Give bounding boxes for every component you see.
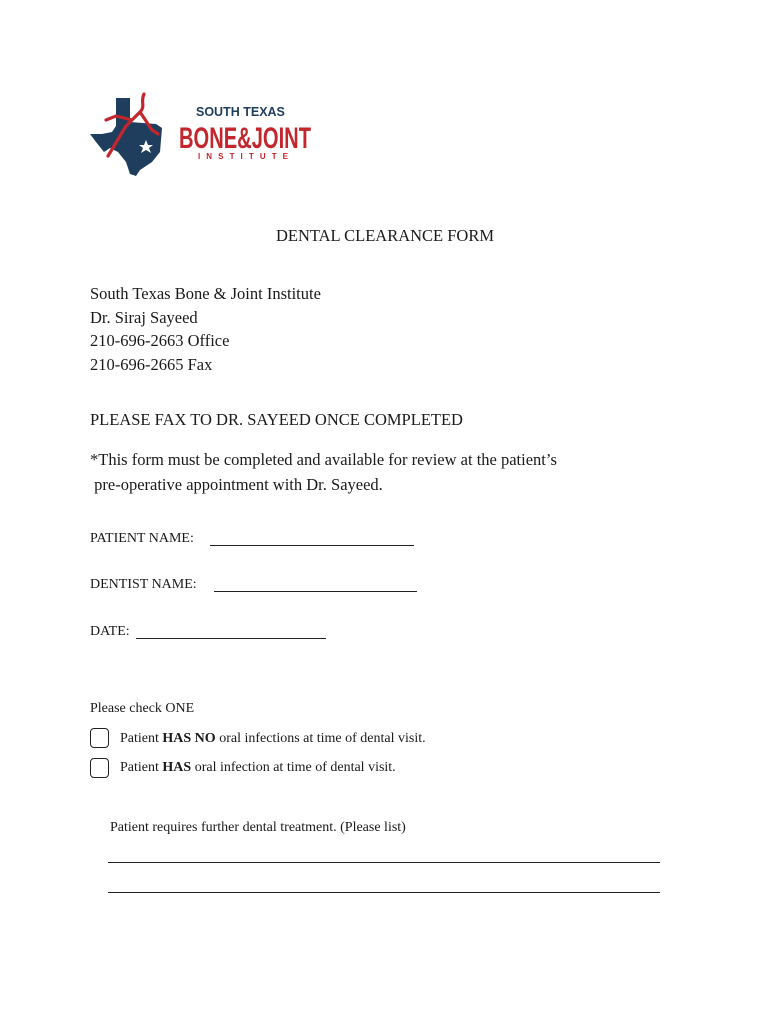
contact-office-phone: 210-696-2663 Office bbox=[90, 331, 230, 350]
dentist-name-field[interactable] bbox=[214, 591, 417, 592]
treatment-line-1[interactable] bbox=[108, 862, 660, 863]
dentist-name-label: DENTIST NAME: bbox=[90, 577, 197, 592]
option-no-infection-suffix: oral infections at time of dental visit. bbox=[215, 731, 426, 746]
logo-line-south-texas: SOUTH TEXAS bbox=[196, 105, 285, 119]
contact-fax-number: 210-696-2665 Fax bbox=[90, 354, 213, 374]
patient-name-label: PATIENT NAME: bbox=[90, 531, 194, 546]
form-title: DENTAL CLEARANCE FORM bbox=[275, 226, 495, 245]
no-infection-checkbox[interactable] bbox=[90, 728, 109, 748]
has-infection-checkbox[interactable] bbox=[90, 758, 109, 778]
treatment-line-2[interactable] bbox=[108, 892, 660, 893]
fax-instruction: PLEASE FAX TO DR. SAYEED ONCE COMPLETED bbox=[90, 410, 463, 429]
option-has-infection bbox=[120, 760, 396, 776]
texas-map-icon bbox=[90, 98, 162, 176]
patient-name-field[interactable] bbox=[210, 545, 414, 546]
option-no-infection-emphasis: HAS NO bbox=[162, 731, 216, 746]
date-field[interactable] bbox=[136, 638, 326, 639]
date-label: DATE: bbox=[90, 624, 130, 639]
note-line-1: *This form must be completed and available for review at the patient’s bbox=[90, 450, 557, 469]
institute-logo bbox=[86, 90, 326, 180]
logo-line-bone-joint: BONE&JOINT bbox=[179, 122, 311, 155]
treatment-label: Patient requires further dental treatment. (Please list) bbox=[110, 820, 406, 835]
contact-institute: South Texas Bone & Joint Institute bbox=[90, 284, 321, 303]
contact-block bbox=[90, 282, 321, 376]
option-no-infection-prefix: Patient bbox=[120, 731, 163, 746]
contact-doctor: Dr. Siraj Sayeed bbox=[90, 307, 198, 327]
option-no-infection bbox=[120, 731, 426, 747]
logo-line-institute: INSTITUTE bbox=[198, 152, 288, 161]
option-has-infection-prefix: Patient bbox=[120, 760, 163, 775]
note-line-2: pre-operative appointment with Dr. Sayeed. bbox=[90, 475, 383, 494]
check-instruction: Please check ONE bbox=[90, 701, 195, 716]
option-has-infection-emphasis: HAS bbox=[162, 760, 192, 775]
completion-note bbox=[90, 447, 557, 497]
option-has-infection-suffix: oral infection at time of dental visit. bbox=[191, 760, 396, 775]
